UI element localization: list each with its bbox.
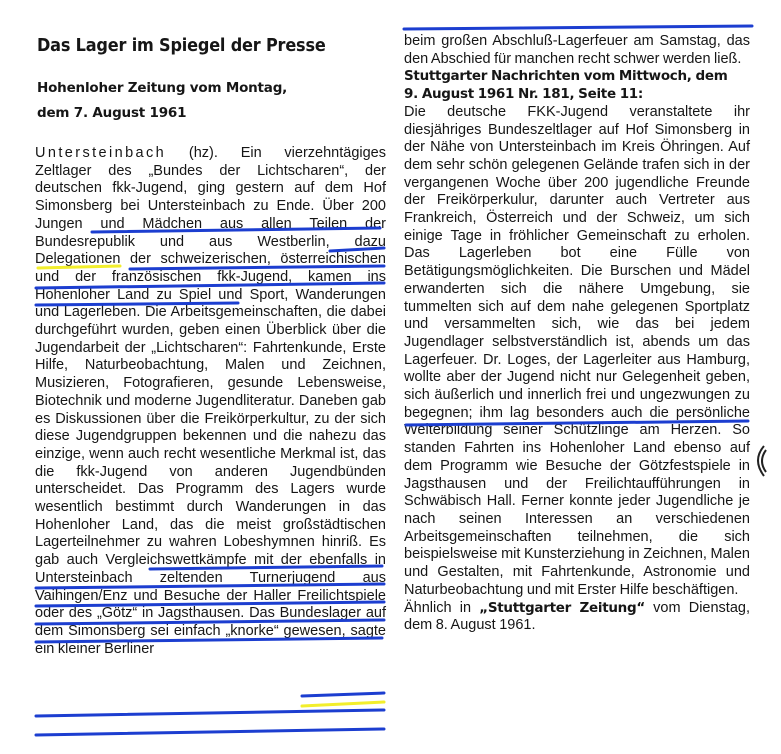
closing-suffix: vom Dienstag, dem 8. August 1961.: [404, 599, 750, 634]
right-column: [404, 0, 750, 754]
source-stuttgarter-nachrichten: Stuttgarter Nachrichten vom Mittwoch, dem: [404, 68, 728, 85]
stuttgarter-zeitung-source: „Stuttgarter Zeitung“: [479, 599, 645, 616]
right-column-text: [404, 33, 750, 635]
margin-bracket-icon: [758, 446, 766, 476]
article-title: Das Lager im Spiegel der Presse: [37, 36, 326, 56]
source-date: dem 7. August 1961: [37, 105, 187, 121]
closing-note: [404, 600, 750, 635]
source-hohenloher-zeitung: Hohenloher Zeitung vom Montag,: [37, 80, 288, 96]
closing-prefix: Ähnlich in: [404, 599, 480, 616]
stuttgarter-article-body: Die deutsche FKK-Jugend veranstaltete ihr diesjähriges Bundeszeltlager auf Hof Simonsberg in der Nähe von Untersteinbach im Kreis Öhringen. Auf dem sehr schön gelegenen Gelände trafen sich in der vergangenen Woche über 200 jugendliche Freunde der Freikörperkulur, darunter auch Vertreter aus Frankreich, Österreich und der Schweiz, um sich einige Tage in fröhlicher Gemeinschaft zu erholen. Das Lagerleben bot eine Fülle von Betätigungsmöglichkeiten. Die Burschen und Mädel erwanderten sich die nähere Umgebung, sie tummelten sich auf dem nahe gelegenen Sportplatz und versammelten sich, wie das bei jedem Jugendlager selbstverständlich ist, abends um das Lagerfeuer. Dr. Loges, der Lagerleiter aus Hamburg, wollte aber der Jugend nicht nur Gelegenheit geben, sich äußerlich und innerlich frei und ungezwungen zu begegnen; ihm lag besonders auch die persönliche Weiterbildung seiner Schützlinge am Herzen. So standen Fahrten ins Hohenloher Land ebenso auf dem Programm wie Besuche der Götzfestspiele in Jagsthausen und der Freilichtaufführungen in Schwäbisch Hall. Ferner konnte jeder Jugendliche je nach seinen Interessen an verschiedenen Arbeitsgemeinschaften teilnehmen, die sich beispielsweise mit Kunsterziehung in Zeichnen, Malen und Gestalten, mit Fahrtenkunde, Astronomie und Naturbeobachtung und mit Erster Hilfe beschäftigen.: [404, 103, 750, 598]
left-column: [30, 0, 386, 754]
hohenloher-article-text: [35, 145, 386, 658]
dateline: Untersteinbach: [35, 145, 167, 161]
source-issue-info: 9. August 1961 Nr. 181, Seite 11:: [404, 86, 643, 103]
hohenloher-article-body: (hz). Ein vierzehntägiges Zeltlager des „Bundes der Lichtscharen“, der deutschen fkk-Jugend, ging gestern auf dem Hof Simonsberg bei Untersteinbach zu Ende. Über 200 Jungen und Mädchen aus allen Teilen der Bundesrepublik und aus Westberlin, dazu Delegationen der schweizerischen, österreichischen und der französischen fkk-Jugend, kamen ins Hohenloher Land zu Spiel und Sport, Wanderungen und Lagerleben. Die Arbeitsgemeinschaften, die dabei durchgeführt wurden, geben einen Überblick über die Jugendarbeit der „Lichtscharen“: Fahrtenkunde, Erste Hilfe, Naturbeobachtung, Malen und Zeichnen, Musizieren, Fotografieren, gesunde Lebensweise, Biotechnik und moderne Jugendliteratur. Daneben gab es Diskussionen über die Freikörperkultur, zu der sich diese Jugendgruppen bekennen und die nahezu das einzige, wenn auch recht wesentliche Merkmal ist, das die fkk-Jugend von anderen Jugendbünden unterscheidet. Das Programm des Lagers wurde wesentlich bestimmt durch Wanderungen in das Hohenloher Land, das die meist großstädtischen Lagerteilnehmer zu wahren Lobeshymnen hinriß. Es gab auch Vergleichswettkämpfe mit der ebenfalls in Untersteinbach zeltenden Turnerjugend aus Vaihingen/Enz und Besuche der Haller Freilichtspiele oder des „Götz“ in Jagsthausen. Das Bundeslager auf dem Simonsberg sei einfach „knorke“ gewesen, sagte ein kleiner Berliner: [35, 145, 386, 657]
continued-text: beim großen Abschluß-Lagerfeuer am Samstag, das den Abschied für manchen recht schwer werden ließ.: [404, 33, 750, 67]
